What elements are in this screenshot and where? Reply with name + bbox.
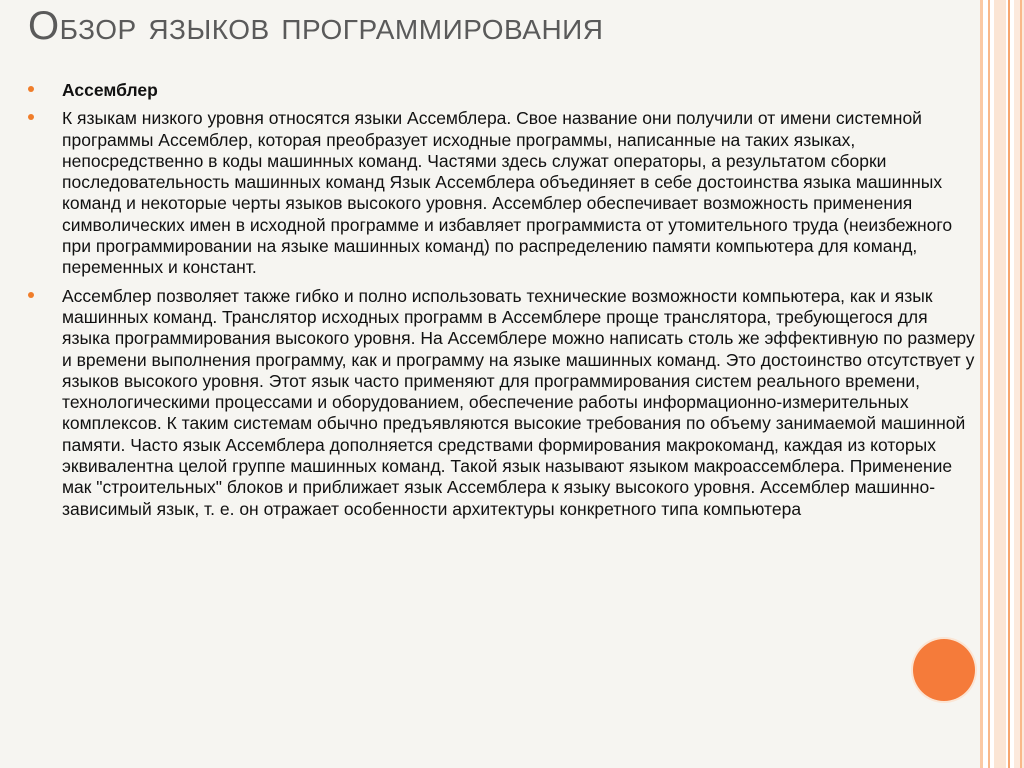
- decorative-circle-icon: [913, 639, 975, 701]
- decorative-stripes: [980, 0, 1024, 768]
- stripe: [994, 0, 1006, 768]
- bullet-dot-icon: [28, 114, 34, 120]
- list-item-text: К языкам низкого уровня относятся языки Ассемблера. Свое название они получили от имени системной программы Ассемблер, которая преобразует исходные программы, написанные на таких языках, непосредственно в коды машинных команд. Частями здесь служат операторы, а результатом сборки последовательность машинных команд Язык Ассемблера объединяет в себе достоинства языка машинных команд и некоторые черты языков высокого уровня. Ассемблер обеспечивает возможность применения символических имен в исходной программе и избавляет программиста от утомительного труда (неизбежного при программировании на языке машинных команд) по распределению памяти компьютера для команд, переменных и констант.: [62, 108, 953, 278]
- list-item: [28, 80, 978, 101]
- stripe: [1014, 0, 1024, 768]
- list-item: [28, 286, 978, 520]
- stripe: [988, 0, 990, 768]
- list-item-text: Ассемблер позволяет также гибко и полно использовать технические возможности компьютера, как и язык машинных команд. Транслятор исходных программ в Ассемблере проще транслятора, требующегося для языка программирования высокого уровня. На Ассемблере можно написать столь же эффективную по размеру и времени выполнения программу, как и программу на языке машинных команд. Это достоинство отсутствует у языков высокого уровня. Этот язык часто применяют для программирования систем реального времени, технологическими процессами и оборудованием, обеспечение работы информационно-измерительных комплексов. К таким системам обычно предъявляются высокие требования по объему занимаемой машинной памяти. Часто язык Ассемблера дополняется средствами формирования макрокоманд, каждая из которых эквивалентна целой группе машинных команд. Такой язык называют языком макроассемблера. Применение мак "строительных" блоков и приближает язык Ассемблера к языку высокого уровня. Ассемблер машинно-зависимый язык, т. е. он отражает особенности архитектуры конкретного типа компьютера: [62, 285, 975, 519]
- stripe: [1020, 0, 1022, 768]
- slide-title: Обзор языков программирования: [28, 4, 604, 48]
- stripe: [1008, 0, 1010, 768]
- bullet-list: [28, 80, 978, 527]
- bullet-dot-icon: [28, 86, 34, 92]
- stripe: [980, 0, 983, 768]
- list-item: [28, 108, 978, 278]
- list-item-text: Ассемблер: [62, 80, 158, 100]
- bullet-dot-icon: [28, 292, 34, 298]
